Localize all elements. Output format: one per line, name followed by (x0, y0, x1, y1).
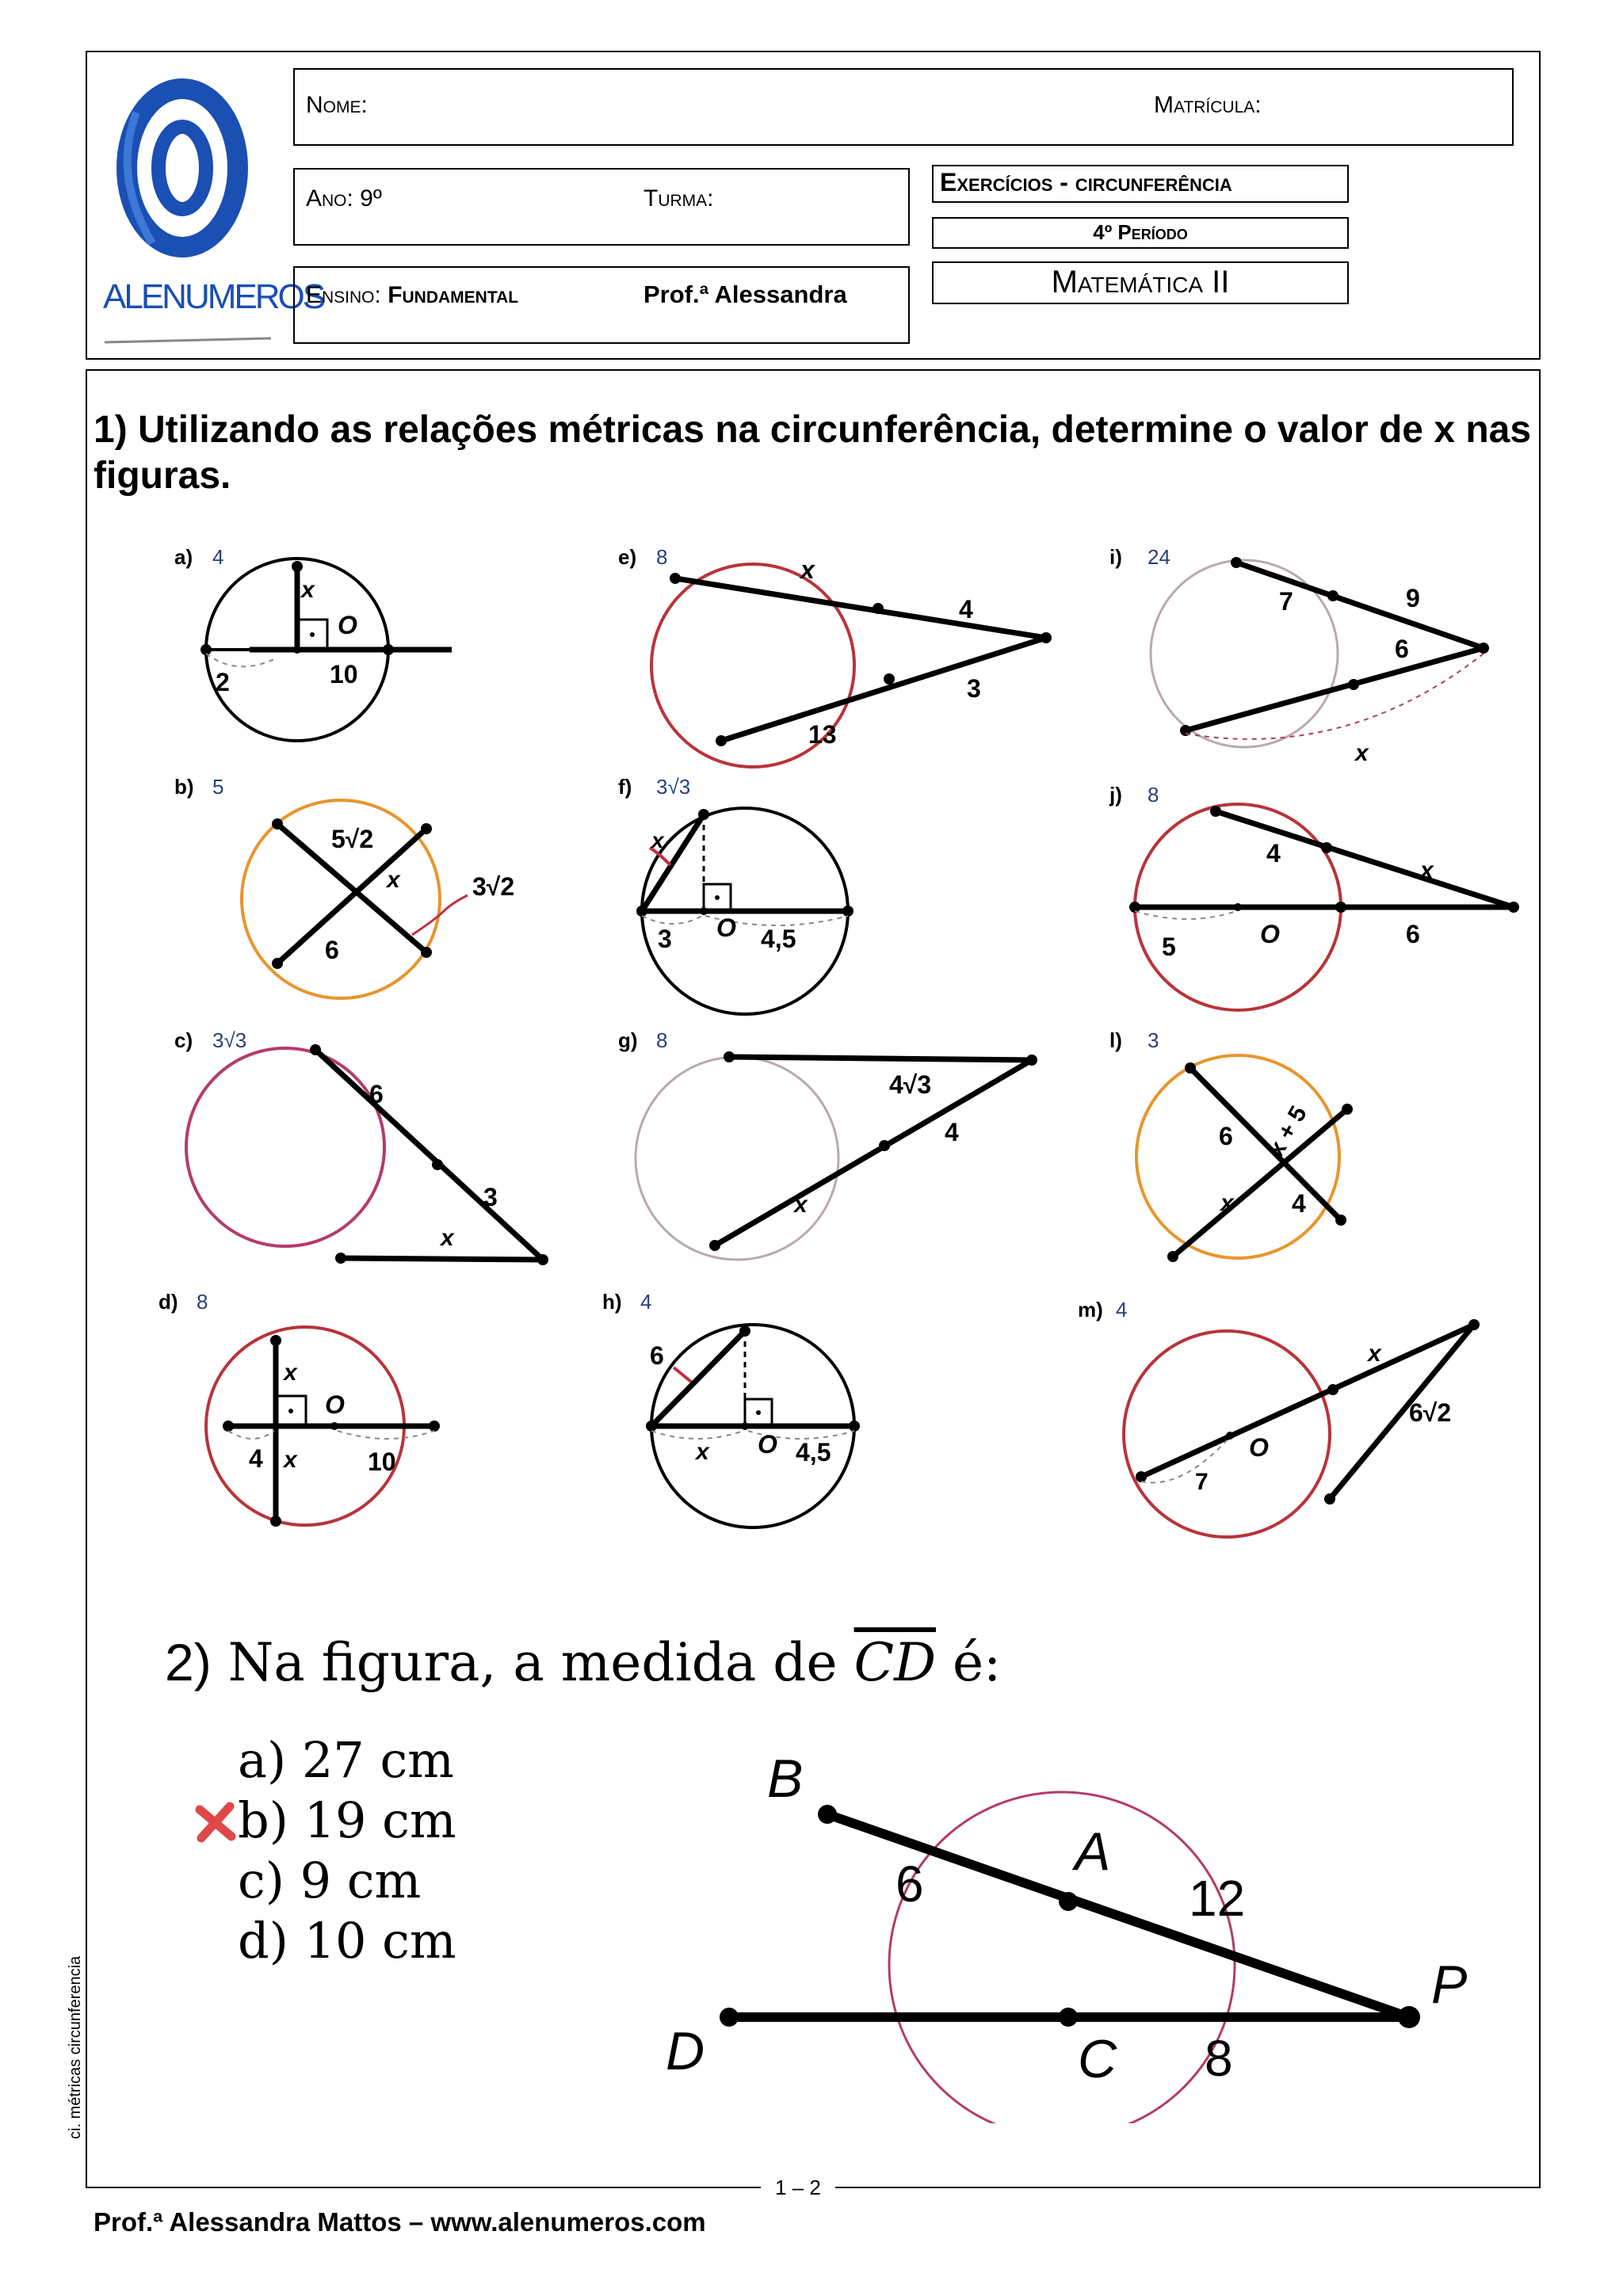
label-x: x (301, 577, 315, 603)
marked-answer-icon (195, 1802, 236, 1847)
item-answer: 8 (1148, 783, 1159, 807)
figure-e (618, 547, 1030, 804)
label-3sqrt2: 3√2 (472, 872, 515, 901)
name-label: Nome: (306, 92, 368, 118)
topic-title: Exercícios - circunferência (940, 168, 1232, 196)
matricula-label: Matrícula: (1154, 92, 1262, 118)
point-p-label: P (1431, 1955, 1468, 2015)
secant-bp (827, 1814, 1409, 2017)
label-9: 9 (1406, 584, 1420, 612)
length-ba-label: 6 (896, 1855, 924, 1913)
label-o: O (1260, 920, 1280, 948)
label-4: 4 (1266, 839, 1281, 868)
label-13: 13 (808, 720, 837, 749)
item-label: d) (158, 1290, 178, 1314)
figure-j (1109, 784, 1522, 1042)
figure-l (1109, 1030, 1522, 1287)
option-d[interactable]: d) 10 cm (238, 1912, 456, 1970)
item-answer: 5 (212, 775, 224, 799)
point-a-label: A (1075, 1821, 1111, 1882)
label-6: 6 (1395, 635, 1409, 663)
label-7: 7 (1279, 587, 1293, 616)
label-10: 10 (368, 1447, 396, 1476)
item-label: h) (602, 1290, 622, 1314)
segment-cd: $\overline{CD}$ (854, 1632, 937, 1693)
figure-d (158, 1291, 571, 1549)
label-o: O (758, 1430, 777, 1459)
label-5sqrt2: 5√2 (331, 825, 374, 853)
item-label: g) (618, 1028, 638, 1052)
item-answer: 8 (197, 1290, 208, 1314)
question-2-suffix: é: (953, 1632, 1002, 1693)
figure-f (618, 776, 1030, 1034)
label-6: 6 (325, 936, 339, 964)
label-4: 4 (1292, 1189, 1306, 1218)
item-label: m) (1078, 1298, 1103, 1322)
item-label: j) (1109, 783, 1122, 807)
label-2: 2 (216, 668, 230, 696)
label-4-5: 4,5 (761, 925, 796, 953)
label-x: x (651, 828, 664, 852)
point-b-label: B (767, 1751, 804, 1809)
point-c-label: C (1078, 2029, 1117, 2089)
label-5: 5 (1162, 933, 1176, 961)
label-x: x (441, 1225, 454, 1251)
item-answer: 4 (212, 545, 224, 569)
question-1-title: 1) Utilizando as relações métricas na circunferência, determine o valor de x nas figuras. (94, 409, 1532, 497)
label-10: 10 (330, 660, 358, 688)
item-label: f) (618, 775, 632, 799)
label-x-plus-5: x + 5 (1262, 1101, 1312, 1161)
figure-g (618, 1030, 1030, 1287)
label-o: O (1249, 1433, 1269, 1462)
label-4: 4 (249, 1444, 263, 1473)
label-x: x (1355, 740, 1369, 766)
item-label: l) (1109, 1028, 1122, 1052)
figure-i (1109, 547, 1522, 804)
label-x: x (387, 867, 400, 893)
logo-text: ALENUMEROS (103, 277, 324, 316)
label-x: x (284, 1360, 297, 1386)
circle (186, 1048, 384, 1246)
side-note: ci. métricas circunferencia (67, 1955, 84, 2139)
label-4-5: 4,5 (796, 1438, 831, 1466)
question-2-number: 2) (165, 1633, 212, 1691)
option-a[interactable]: a) 27 cm (238, 1731, 454, 1789)
question-2-figure (666, 1751, 1522, 2123)
year-label: Ano: 9º (306, 185, 382, 212)
item-answer: 8 (656, 545, 668, 569)
label-o: O (338, 611, 357, 639)
circle (1136, 1055, 1339, 1258)
label-x: x (800, 555, 815, 584)
period-label: 4º Período (1093, 220, 1188, 244)
figure-h (602, 1291, 1014, 1549)
item-label: e) (618, 545, 637, 569)
figure-b (174, 776, 586, 1034)
label-4: 4 (945, 1118, 959, 1146)
item-answer: 3√3 (212, 1028, 247, 1052)
label-x: x (284, 1447, 297, 1473)
label-6sqrt2: 6√2 (1409, 1398, 1452, 1427)
name-field-box[interactable] (293, 68, 1514, 146)
item-answer: 3 (1148, 1028, 1159, 1052)
label-x: x (1368, 1341, 1381, 1367)
label-3: 3 (483, 1183, 498, 1211)
footer-credit: Prof.ª Alessandra Mattos – www.alenumeros.com (94, 2207, 706, 2237)
logo (89, 57, 324, 346)
label-o: O (325, 1390, 345, 1419)
figure-m (1078, 1299, 1490, 1557)
label-7: 7 (1195, 1469, 1209, 1495)
teacher-name: Prof.ª Alessandra (643, 280, 847, 308)
question-2-text: Na figura, a medida de (227, 1632, 838, 1693)
option-c[interactable]: c) 9 cm (238, 1852, 422, 1909)
label-x: x (696, 1439, 709, 1465)
item-answer: 4 (640, 1290, 652, 1314)
label-4sqrt3: 4√3 (889, 1070, 932, 1099)
label-6: 6 (1219, 1122, 1233, 1150)
length-cp-label: 8 (1205, 2030, 1233, 2087)
item-answer: 3√3 (656, 775, 691, 799)
item-label: i) (1109, 545, 1122, 569)
label-3: 3 (967, 674, 981, 703)
item-label: c) (174, 1028, 193, 1052)
figure-a (174, 547, 586, 804)
page-number: 1 – 2 (761, 2176, 835, 2200)
point-d-label: D (666, 2021, 705, 2081)
label-6: 6 (650, 1341, 664, 1370)
item-answer: 4 (1116, 1298, 1128, 1322)
class-label: Turma: (643, 185, 714, 212)
label-x: x (1420, 857, 1434, 883)
label-x: x (1220, 1190, 1234, 1216)
answer-options (238, 1730, 456, 1971)
school-level-label: Ensino: Fundamental (306, 282, 519, 308)
length-ap-label: 12 (1189, 1870, 1246, 1927)
label-3: 3 (658, 925, 672, 953)
figure-c (174, 1030, 586, 1287)
year-class-box[interactable] (293, 168, 910, 246)
label-o: O (716, 913, 736, 942)
label-4: 4 (959, 595, 973, 624)
subject-label: Matemática II (1051, 265, 1230, 299)
q2-circle (889, 1792, 1235, 2123)
item-answer: 8 (656, 1028, 668, 1052)
item-answer: 24 (1148, 545, 1170, 569)
item-label: a) (174, 545, 193, 569)
label-6: 6 (369, 1080, 384, 1108)
option-b[interactable]: b) 19 cm (238, 1791, 456, 1849)
item-label: b) (174, 775, 194, 799)
label-x: x (794, 1192, 808, 1218)
label-6: 6 (1406, 920, 1420, 948)
question-2-prompt (165, 1632, 1001, 1693)
